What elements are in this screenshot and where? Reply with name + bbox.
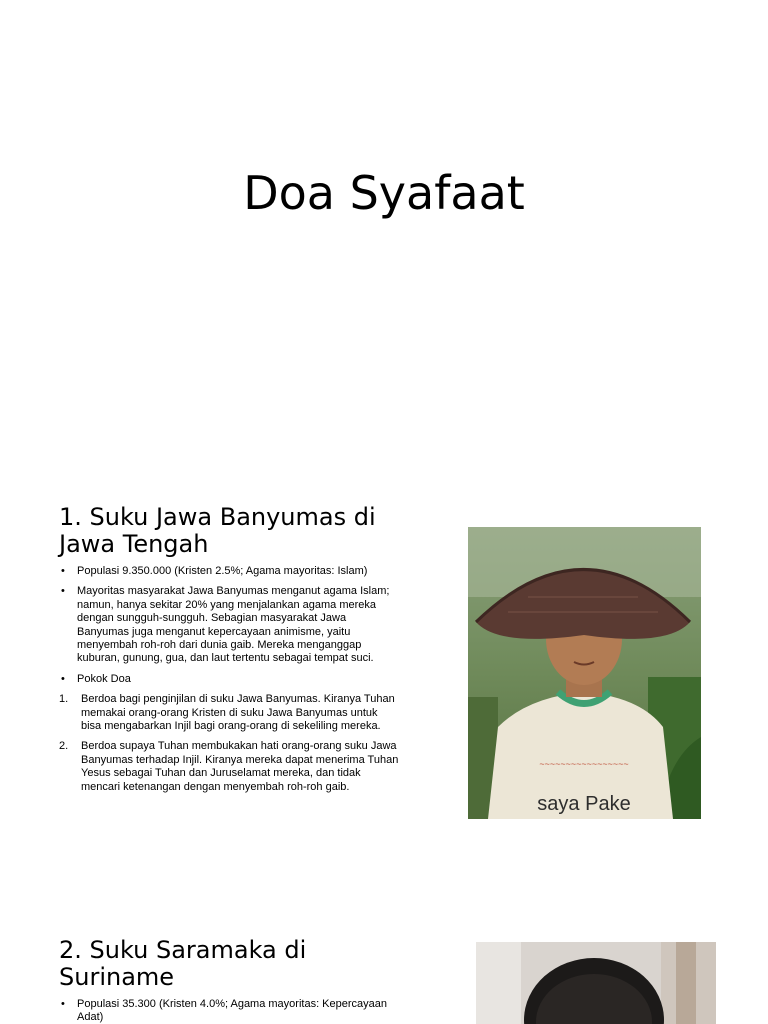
section-heading-1: 1. Suku Jawa Banyumas di Jawa Tengah [59,503,376,558]
saramaka-photo [476,942,716,1024]
section-1-bullets [59,565,399,801]
bullet-item: • Pokok Doa [59,673,399,686]
bullet-item: • Populasi 35.300 (Kristen 4.0%; Agama mayoritas: Kepercayaan Adat) [59,998,399,1024]
bullet-item: • Mayoritas masyarakat Jawa Banyumas menganut agama Islam; namun, hanya sekitar 20% yang menjalankan agama mereka dengan sungguh-sungguh. Sebagian masyarakat Jawa Banyumas juga menganut kepercayaan animisme, yaitu menyembah roh-roh dari dunia gaib. Mereka menganggap kuburan, gunung, gua, dan laut tertentu sebagai tempat suci. [59,585,399,665]
farmer-photo-illustration [468,527,701,819]
prayer-item [59,740,399,794]
prayer-number: 1. [59,693,69,706]
prayer-item [59,693,399,733]
prayer-text: Berdoa bagi penginjilan di suku Jawa Banyumas. Kiranya Tuhan memakai orang-orang Kristen di suku Jawa Banyumas untuk bisa mengabarkan Injil bagi orang-orang di sekeliling mereka. [81,693,395,733]
prayer-number: 2. [59,740,69,753]
bullet-item: • Populasi 9.350.000 (Kristen 2.5%; Agama mayoritas: Islam) [59,565,399,578]
farmer-photo [468,527,701,819]
shirt-text: saya Pake [537,793,631,815]
shirt-print: ~~~~~~~~~~~~~~~~~ [539,759,629,769]
section-heading-2: 2. Suku Saramaka di Suriname [59,936,307,991]
page-title: Doa Syafaat [243,166,525,220]
prayer-text: Berdoa supaya Tuhan membukakan hati orang-orang suku Jawa Banyumas terhadap Injil. Kiranya mereka dapat menerima Tuhan Yesus sebagai Tuhan dan Juruselamat mereka, dan tidak mencari ketenangan dengan menyembah roh-roh gaib. [81,740,399,793]
section-2-bullets [59,998,399,1024]
saramaka-photo-illustration [476,942,716,1024]
